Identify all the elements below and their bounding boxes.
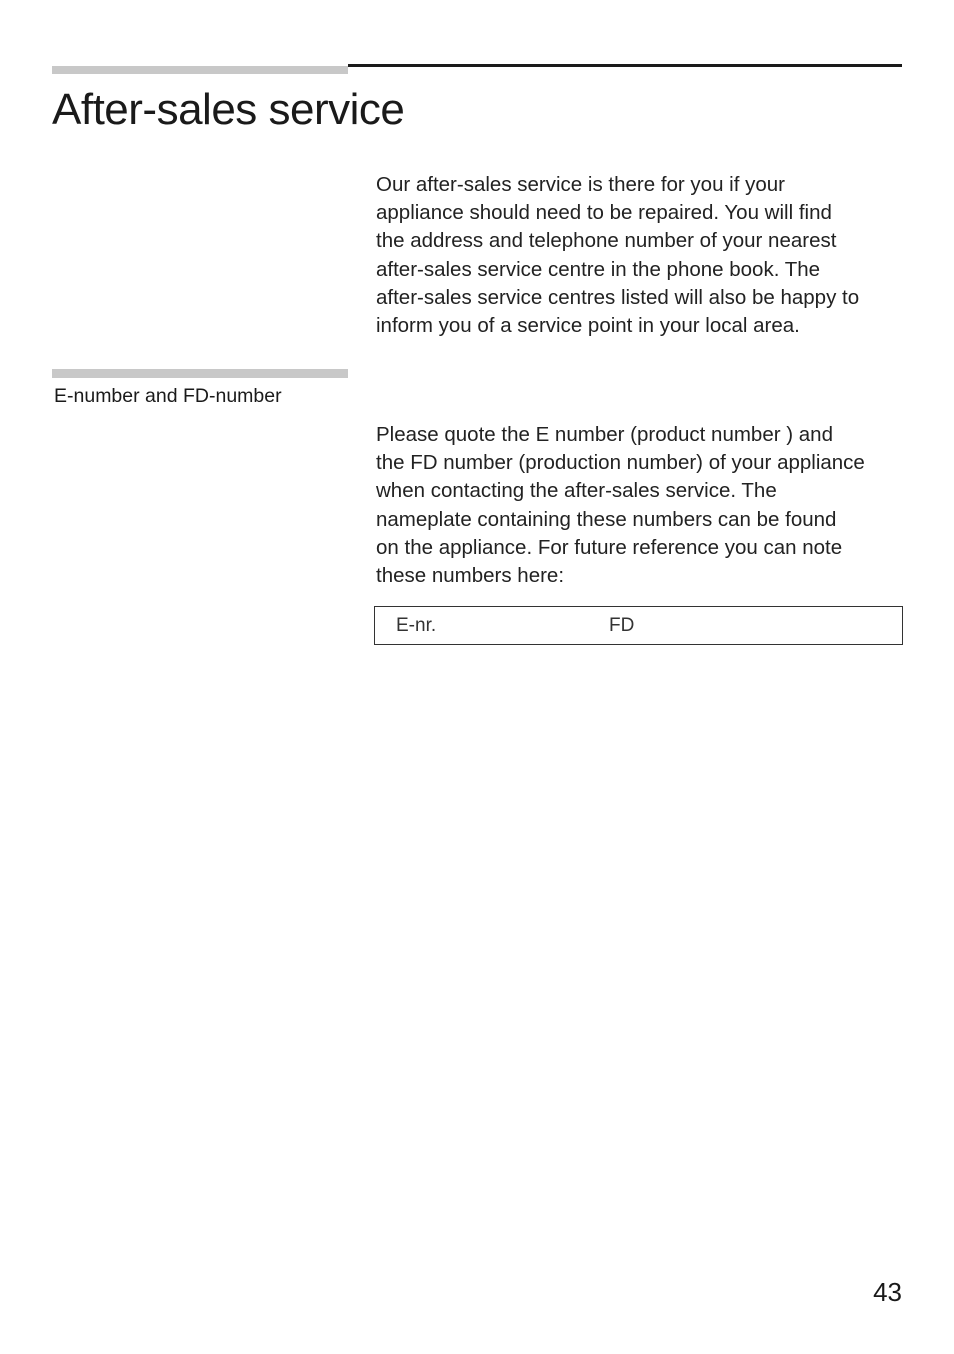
section-line: these numbers here: <box>376 564 565 588</box>
intro-line: appliance should need to be repaired. You will find <box>376 201 832 225</box>
header-rule-dark <box>348 64 902 67</box>
e-number-label: E-nr. <box>396 615 437 636</box>
intro-line: after-sales service centres listed will also be happy to <box>376 285 860 309</box>
page-title: After-sales service <box>52 85 405 134</box>
number-entry-box <box>374 606 903 645</box>
section-heading: E-number and FD-number <box>54 385 282 407</box>
intro-line: Our after-sales service is there for you if your <box>376 173 786 196</box>
section-paragraph <box>376 421 904 590</box>
intro-paragraph <box>376 171 904 340</box>
section-line: nameplate containing these numbers can be found <box>376 507 837 531</box>
page-number: 43 <box>873 1277 902 1307</box>
header-rule-gray <box>52 66 348 74</box>
intro-line: inform you of a service point in your local area. <box>376 314 800 338</box>
section-line: Please quote the E number (product number ) and <box>376 423 833 446</box>
section-line: on the appliance. For future reference you can note <box>376 535 843 559</box>
section-rule <box>52 369 348 378</box>
section-line: the FD number (production number) of your appliance <box>376 451 865 475</box>
fd-number-label: FD <box>609 615 635 636</box>
section-line: when contacting the after-sales service. The <box>376 479 777 503</box>
intro-line: after-sales service centre in the phone book. The <box>376 257 821 281</box>
intro-line: the address and telephone number of your nearest <box>376 229 837 253</box>
